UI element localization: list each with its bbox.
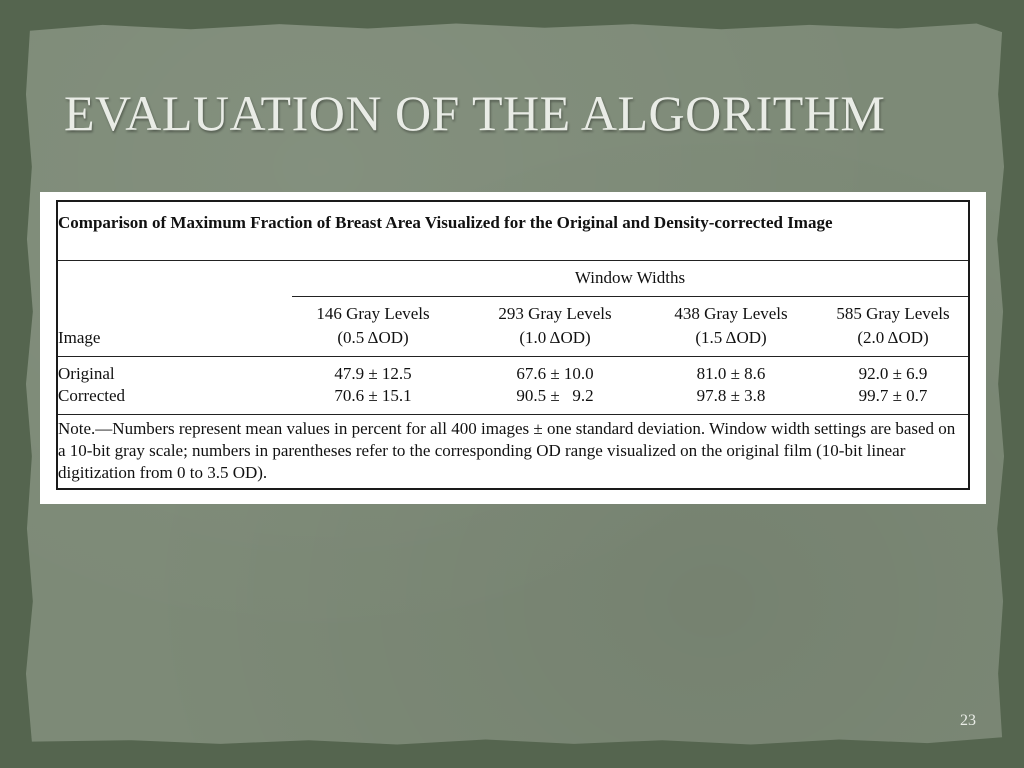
row-header-label: Image xyxy=(58,328,101,347)
cell-corrected-2: 90.5 ± 9.2 xyxy=(516,386,594,405)
cell-original-3: 81.0 ± 8.6 xyxy=(696,364,766,383)
cell-original-2: 67.6 ± 10.0 xyxy=(516,364,594,383)
rule-header xyxy=(58,356,968,357)
column-header-2: 293 Gray Levels xyxy=(498,304,612,323)
table-frame xyxy=(56,200,970,490)
cell-original-4: 92.0 ± 6.9 xyxy=(858,364,928,383)
rule-group xyxy=(292,296,968,297)
column-header-3: 438 Gray Levels xyxy=(674,304,788,323)
column-subheader-4: (2.0 ΔOD) xyxy=(857,328,929,347)
cell-corrected-1: 70.6 ± 15.1 xyxy=(334,386,412,405)
slide-title: EVALUATION OF THE ALGORITHM xyxy=(64,85,886,141)
column-subheader-2: (1.0 ΔOD) xyxy=(519,328,591,347)
column-subheader-1: (0.5 ΔOD) xyxy=(337,328,409,347)
cell-original-1: 47.9 ± 12.5 xyxy=(334,364,412,383)
column-subheader-3: (1.5 ΔOD) xyxy=(695,328,767,347)
page-number: 23 xyxy=(960,712,976,729)
column-header-4: 585 Gray Levels xyxy=(836,304,950,323)
group-header: Window Widths xyxy=(574,268,686,287)
rule-bottom xyxy=(58,414,968,415)
table-caption xyxy=(58,212,958,234)
table-figure xyxy=(40,192,986,504)
column-header-1: 146 Gray Levels xyxy=(316,304,430,323)
cell-corrected-3: 97.8 ± 3.8 xyxy=(696,386,766,405)
cell-corrected-4: 99.7 ± 0.7 xyxy=(858,386,928,405)
table-note: Note.—Numbers represent mean values in percent for all 400 images ± one standard deviation. Window width settings are based on a 10-bit gray scale; numbers in parentheses refer to the corresponding OD range visualized on the original film (10-bit linear digitization from 0 to 3.5 OD). xyxy=(58,419,956,482)
rule-top xyxy=(58,260,968,261)
row-name-corrected: Corrected xyxy=(58,386,126,405)
table-caption-text: Comparison of Maximum Fraction of Breast Area Visualized for the Original and Density-corrected Image xyxy=(58,213,833,232)
row-name-original: Original xyxy=(58,364,115,383)
